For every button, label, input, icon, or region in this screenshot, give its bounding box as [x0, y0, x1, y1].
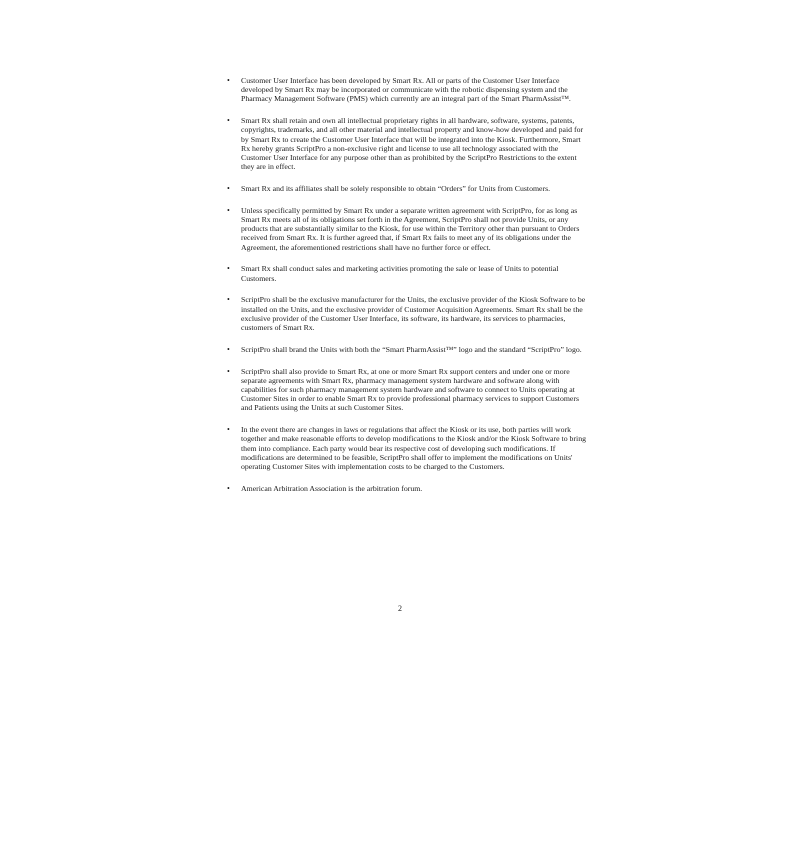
- bullet-text: American Arbitration Association is the arbitration forum.: [241, 483, 423, 493]
- bullet-icon: •: [227, 205, 230, 215]
- bullet-item: [226, 264, 590, 282]
- bullet-text: ScriptPro shall be the exclusive manufacturer for the Units, the exclusive provider of the Kiosk Software to be installed on the Units, and the exclusive provider of Customer Acquisition Agreements. Smart Rx shall be the exclusive provider of the Customer User Interface, its software, its hardware, its services to pharmacies, customers of Smart Rx.: [241, 295, 586, 333]
- bullet-text: Unless specifically permitted by Smart Rx under a separate written agreement with ScriptPro, for as long as Smart Rx meets all of its obligations set forth in the Agreement, ScriptPro shall not provide Units, or any products that are substantially similar to the Kiosk, for use within the Territory other than pursuant to Orders received from Smart Rx. It is further agreed that, if Smart Rx fails to meet any of its obligations under the Agreement, the aforementioned restrictions shall have no further force or effect.: [241, 205, 580, 252]
- bullet-item: [226, 116, 590, 171]
- bullet-item: [226, 484, 590, 493]
- bullet-item: [226, 76, 590, 104]
- bullet-text: ScriptPro shall brand the Units with both the “Smart PharmAssist™” logo and the standard “ScriptPro” logo.: [241, 344, 582, 354]
- bullet-icon: •: [227, 483, 230, 493]
- bullet-icon: •: [227, 264, 230, 274]
- bullet-icon: •: [227, 366, 230, 376]
- bullet-icon: •: [227, 116, 230, 126]
- bullet-text: ScriptPro shall also provide to Smart Rx, at one or more Smart Rx support centers and under one or more separate agreements with Smart Rx, pharmacy management system hardware and software along with capabilities for such pharmacy management system hardware and software to connect to Units operating at Customer Sites in order to enable Smart Rx to provide professional pharmacy services to support Customers and Patients using the Units at such Customer Sites.: [241, 366, 580, 413]
- page-number: 2: [398, 604, 402, 613]
- bullet-text: Smart Rx shall conduct sales and marketing activities promoting the sale or lease of Units to potential Customers.: [241, 264, 559, 283]
- bullet-item: [226, 206, 590, 252]
- bullet-text: In the event there are changes in laws or regulations that affect the Kiosk or its use, both parties will work together and make reasonable efforts to develop modifications to the Kiosk and/or the Kiosk Software to bring them into compliance. Each party would bear its respective cost of developing such modifications. If modifications are determined to be feasible, ScriptPro shall offer to implement the modifications on Units' operating Customer Sites with implementation costs to be charged to the Customers.: [241, 425, 586, 472]
- bullet-icon: •: [227, 184, 230, 194]
- bullet-icon: •: [227, 344, 230, 354]
- bullet-item: [226, 367, 590, 413]
- bullet-icon: •: [227, 76, 230, 85]
- bullet-text: Customer User Interface has been developed by Smart Rx. All or parts of the Customer User Interface developed by Smart Rx may be incorporated or communicate with the robotic dispensing system and the Pharmacy Management Software (PMS) which currently are an integral part of the Smart PharmAssist™.: [241, 76, 571, 104]
- bullet-text: Smart Rx shall retain and own all intellectual proprietary rights in all hardware, software, systems, patents, copyrights, trademarks, and all other material and intellectual property and know-how developed and paid for by Smart Rx to create the Customer User Interface that will be integrated into the Kiosk. Furthermore, Smart Rx hereby grants ScriptPro a non-exclusive right and license to use all technology associated with the Customer User Interface for any purpose other than as prohibited by the ScriptPro Restrictions to the extent they are in effect.: [241, 116, 584, 172]
- bullet-list: [226, 76, 590, 506]
- bullet-item: [226, 184, 590, 193]
- bullet-item: [226, 295, 590, 332]
- bullet-text: Smart Rx and its affiliates shall be solely responsible to obtain “Orders” for Units from Customers.: [241, 184, 551, 194]
- bullet-item: [226, 345, 590, 354]
- bullet-icon: •: [227, 295, 230, 305]
- bullet-item: [226, 425, 590, 471]
- bullet-icon: •: [227, 425, 230, 435]
